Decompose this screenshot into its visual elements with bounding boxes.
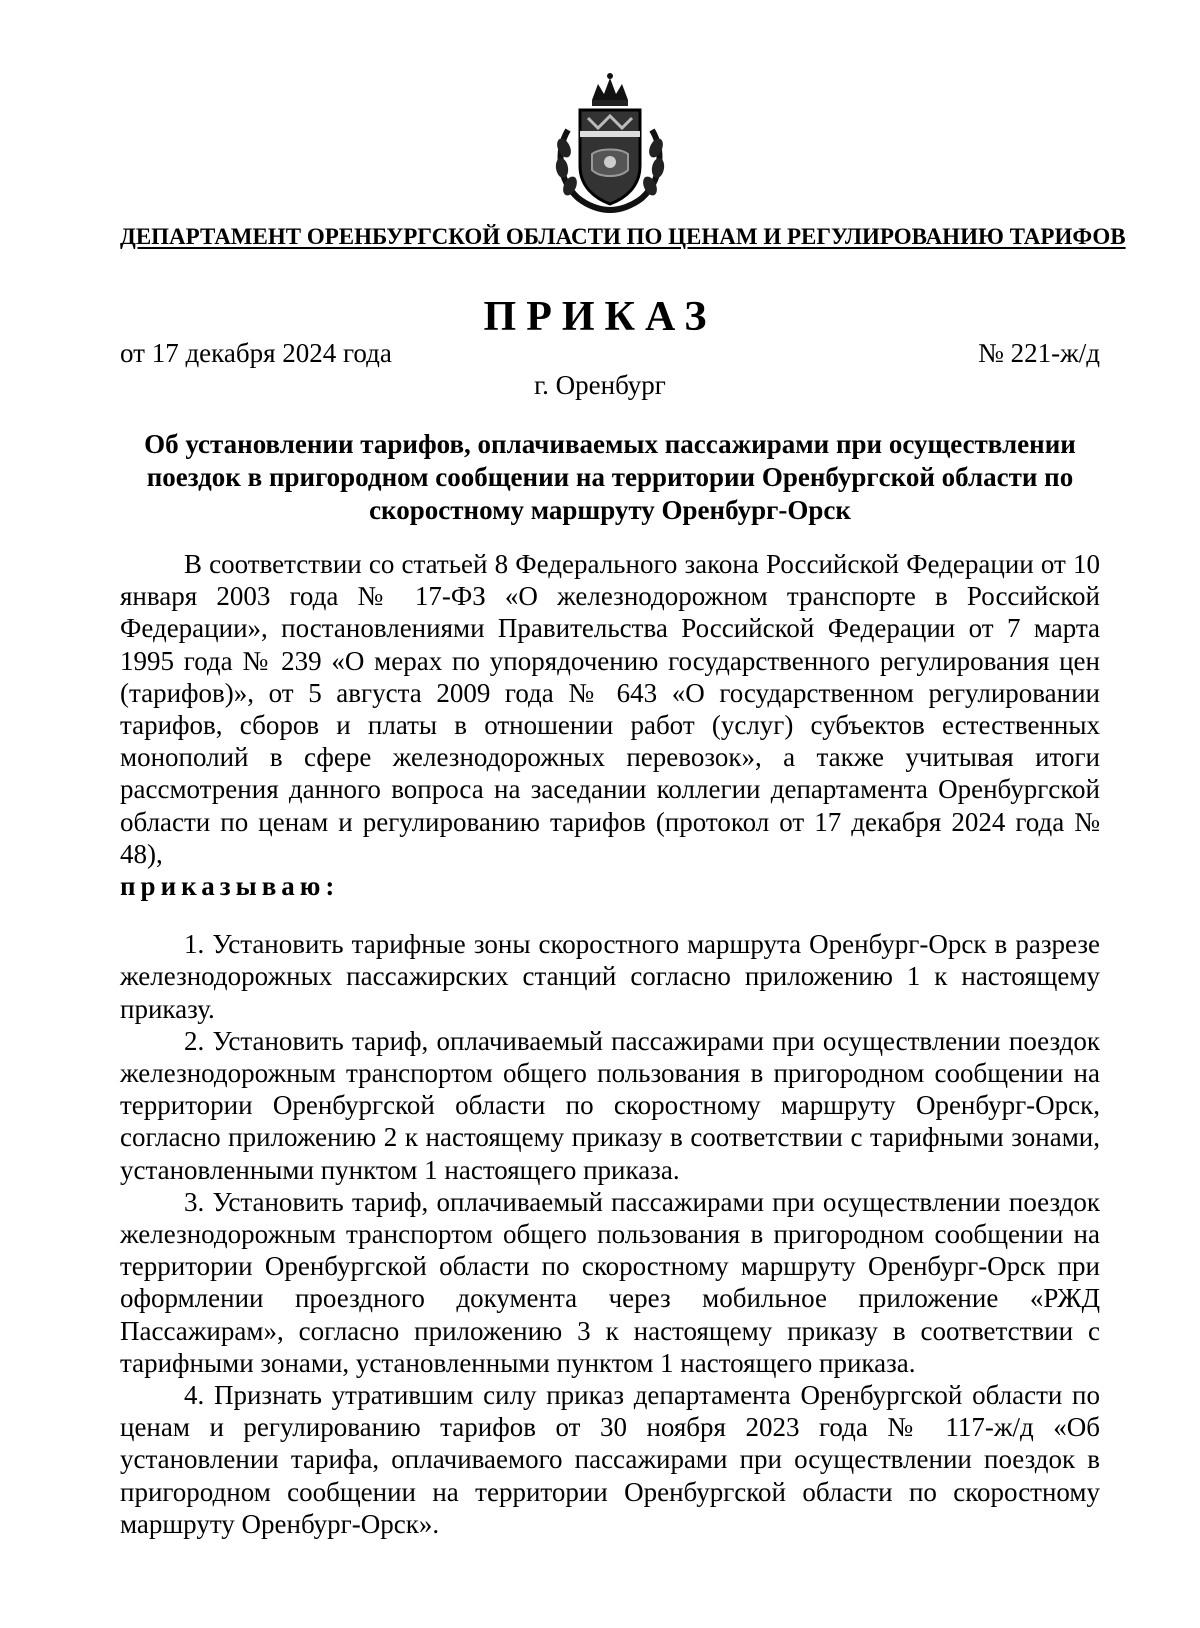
city: г. Оренбург [534,370,666,400]
order-number: № 221-ж/д [978,338,1100,368]
order-title-line: скоростному маршруту Оренбург-Орск [369,495,851,525]
order-date: от 17 декабря 2024 года [120,338,392,368]
order-title [120,428,1100,527]
order-item: 4. Признать утратившим силу приказ департамента Оренбургской области по ценам и регулированию тарифов от 30 ноября 2023 года № 117-ж/д «Об установлении тарифа, оплачиваемого пассажирами при осуществлении поездок в пригородном сообщении на территории Оренбургской области по скоростному маршруту Оренбург-Орск». [120,1380,1100,1539]
department-name: ДЕПАРТАМЕНТ ОРЕНБУРГСКОЙ ОБЛАСТИ ПО ЦЕНАМ И РЕГУЛИРОВАНИЮ ТАРИФОВ [120,224,1126,249]
order-title-line: поездок в пригородном сообщении на территории Оренбургской области по [146,462,1074,492]
order-item: 2. Установить тариф, оплачиваемый пассажирами при осуществлении поездок железнодорожным транспортом общего пользования в пригородном сообщении на территории Оренбургской области по скоростному маршруту Оренбург-Орск, согласно приложению 2 к настоящему приказу в соответствии с тарифными зонами, установленными пунктом 1 настоящего приказа. [120,1025,1100,1185]
order-title-line: Об установлении тарифов, оплачиваемых пассажирами при осуществлении [144,429,1076,459]
coat-of-arms-emblem [548,70,672,214]
document-type: ПРИКАЗ [483,294,717,340]
preamble-text: В соответствии со статьей 8 Федерального закона Российской Федерации от 10 января 2003 года № 17-ФЗ «О железнодорожном транспорте в Российской Федерации», постановлениями Правительства Российской Федерации от 7 марта 1995 года № 239 «О мерах по упорядочению государственного регулирования цен (тарифов)», от 5 августа 2009 года № 643 «О государственном регулировании тарифов, сборов и платы в отношении работ (услуг) субъектов естественных монополий в сфере железнодорожных перевозок», а также учитывая итоги рассмотрения данного вопроса на заседании коллегии департамента Оренбургской области по ценам и регулированию тарифов (протокол от 17 декабря 2024 года № 48), [120,549,1100,869]
directive-word: приказываю: [120,871,340,902]
order-item: 3. Установить тариф, оплачиваемый пассажирами при осуществлении поездок железнодорожным транспортом общего пользования в пригородном сообщении на территории Оренбургской области по скоростному маршруту Оренбург-Орск при оформлении проездного документа через мобильное приложение «РЖД Пассажирам», согласно приложению 3 к настоящему приказу в соответствии с тарифными зонами, установленными пунктом 1 настоящего приказа. [120,1186,1100,1378]
preamble-paragraph [120,548,1100,870]
order-item: 1. Установить тарифные зоны скоростного маршрута Оренбург-Орск в разрезе железнодорожных пассажирских станций согласно приложению 1 к настоящему приказу. [120,929,1100,1024]
order-body [120,548,1100,1540]
